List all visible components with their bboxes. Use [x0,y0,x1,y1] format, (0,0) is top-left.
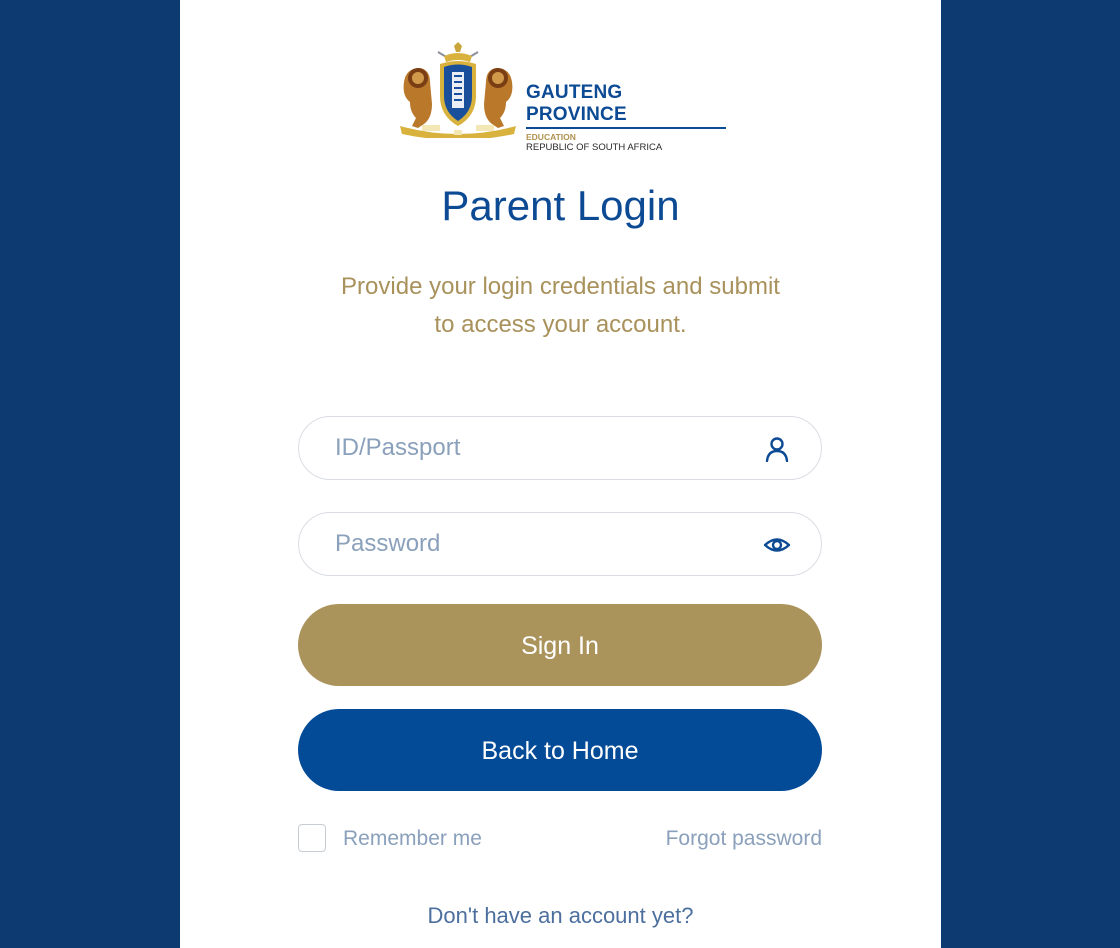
login-card [180,0,941,948]
id-passport-input[interactable] [335,417,735,478]
forgot-password-link[interactable]: Forgot password [665,827,822,850]
logo-text [526,82,726,153]
sign-in-button[interactable]: Sign In [298,604,822,686]
remember-me-checkbox[interactable] [298,824,326,852]
password-field[interactable] [298,512,822,576]
id-passport-field[interactable] [298,416,822,480]
no-account-link[interactable]: Don't have an account yet? [427,903,694,928]
logo-department: EDUCATION [526,132,576,142]
coat-of-arms-icon [396,42,520,138]
back-to-home-button[interactable]: Back to Home [298,709,822,791]
user-icon [763,436,791,462]
page-subtitle: Provide your login credentials and submit to access your account. [341,273,780,338]
eye-icon[interactable] [763,532,791,558]
page-title: Parent Login [441,182,680,229]
logo-title: GAUTENG PROVINCE [526,82,726,129]
gauteng-logo [396,42,726,153]
remember-me-label[interactable]: Remember me [343,827,482,850]
logo-country: REPUBLIC OF SOUTH AFRICA [526,142,663,153]
password-input[interactable] [335,513,735,574]
